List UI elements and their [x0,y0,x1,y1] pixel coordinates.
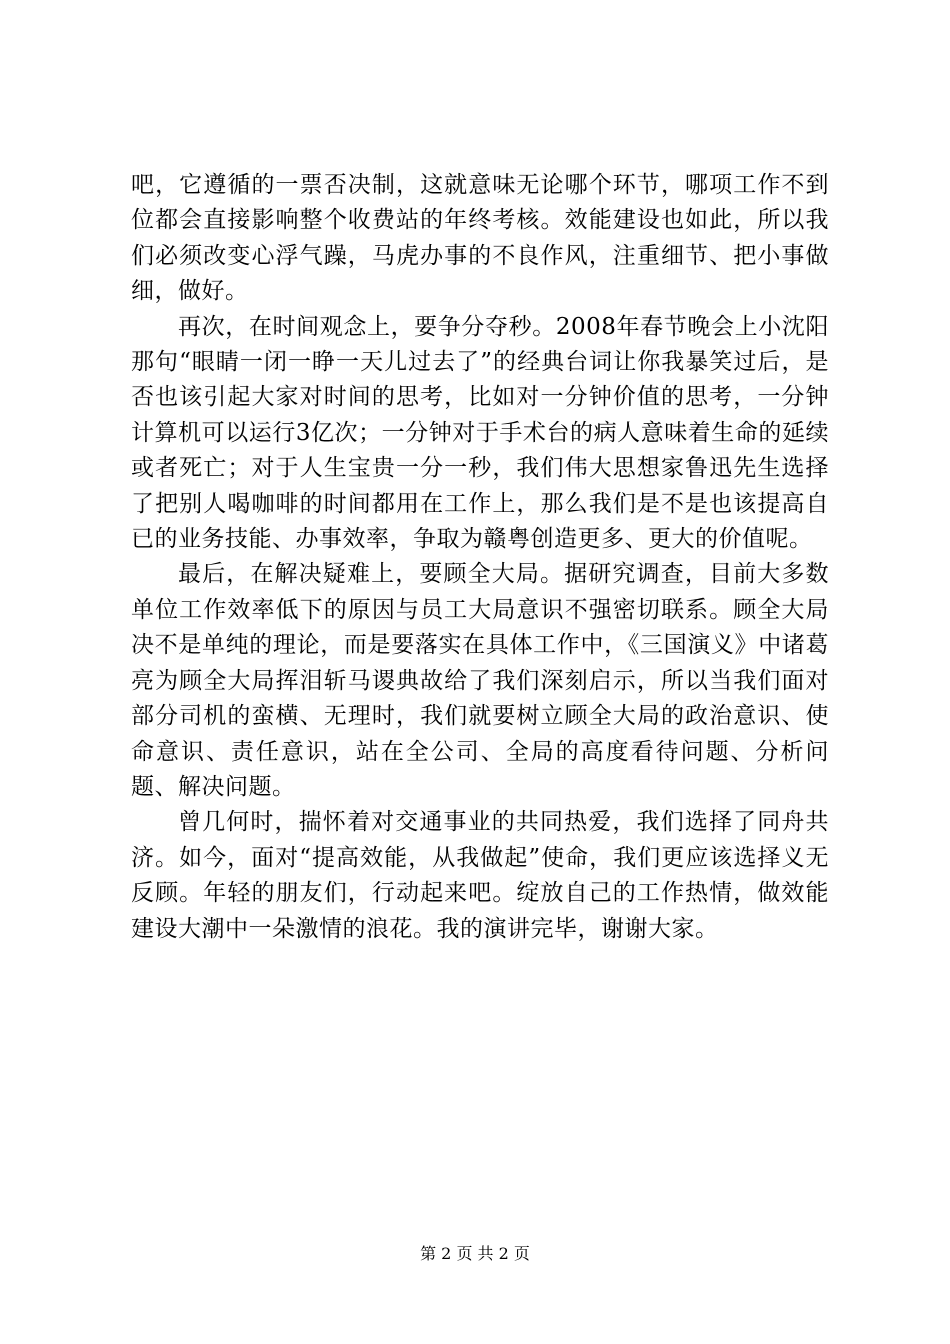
paragraph-time-concept: 再次，在时间观念上，要争分夺秒。2008年春节晚会上小沈阳那句“眼睛一闭一睁一天儿过去了”的经典台词让你我暴笑过后，是否也该引起大家对时间的思考，比如对一分钟价值的思考，一分钟计算机可以运行3亿次；一分钟对于手术台的病人意味着生命的延续或者死亡；对于人生宝贵一分一秒，我们伟大思想家鲁迅先生选择了把别人喝咖啡的时间都用在工作上，那么我们是不是也该提高自已的业务技能、办事效率，争取为赣粤创造更多、更大的价值呢。 [131,313,829,553]
document-body [131,168,829,947]
paragraph-continuation: 吧，它遵循的一票否决制，这就意味无论哪个环节，哪项工作不到位都会直接影响整个收费站的年终考核。效能建设也如此，所以我们必须改变心浮气躁，马虎办事的不良作风，注重细节、把小事做细，做好。 [131,172,829,305]
paragraph-closing: 曾几何时，揣怀着对交通事业的共同热爱，我们选择了同舟共济。如今，面对“提高效能，从我做起”使命，我们更应该选择义无反顾。年轻的朋友们，行动起来吧。绽放自己的工作热情，做效能建设大潮中一朵激情的浪花。我的演讲完毕，谢谢大家。 [131,809,829,942]
paragraph-overall-situation: 最后，在解决疑难上，要顾全大局。据研究调查，目前大多数单位工作效率低下的原因与员工大局意识不强密切联系。顾全大局决不是单纯的理论，而是要落实在具体工作中，《三国演义》中诸葛亮为顾全大局挥泪斩马谡典故给了我们深刻启示，所以当我们面对部分司机的蛮横、无理时，我们就要树立顾全大局的政治意识、使命意识、责任意识，站在全公司、全局的高度看待问题、分析问题、解决问题。 [131,561,829,800]
page-number-footer: 第 2 页 共 2 页 [420,1244,530,1263]
